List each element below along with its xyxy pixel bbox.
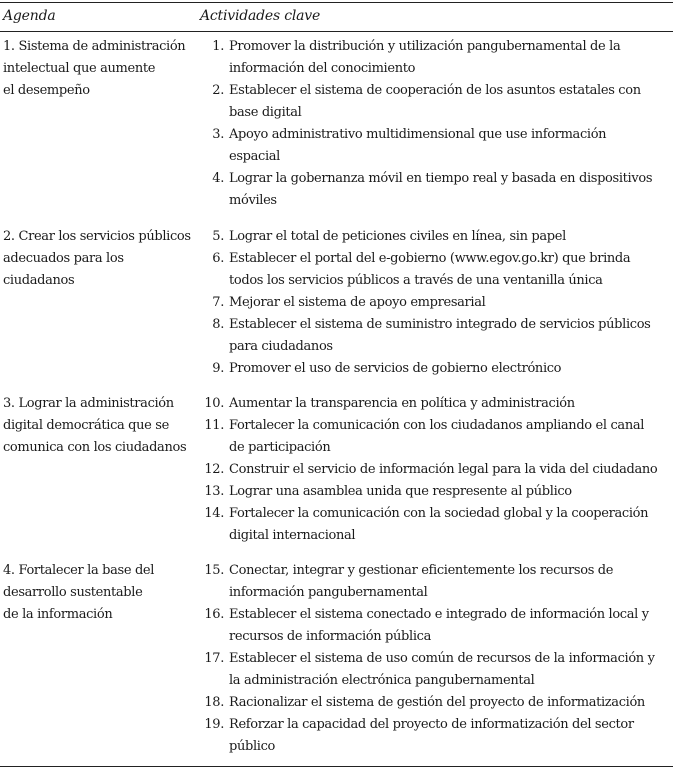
agenda-line: ciudadanos [3,273,75,288]
activity-number: 6. [212,251,224,266]
activity-number: 18. [204,695,224,710]
activity-number: 8. [212,317,224,332]
activity-text: Racionalizar el sistema de gestión del proyecto de informatización [229,695,645,710]
activity-number: 13. [204,484,224,499]
agenda-line: digital democrática que se [3,418,169,433]
activity-text: Establecer el portal del e-gobierno (www.egov.go.kr) que brinda todos los servicios públicos a través de una ventanilla única [229,251,631,288]
activity-number: 16. [204,607,224,622]
column-header-agenda: Agenda [3,8,56,24]
activity-number: 9. [212,361,224,376]
activity-number: 1. [212,39,224,54]
activity-text: Construir el servicio de información legal para la vida del ciudadano [229,462,658,477]
activity-item [200,560,670,604]
activity-item [200,459,670,481]
agenda-line: 1. Sistema de administración [3,39,186,54]
activity-item [200,226,670,248]
activity-number: 15. [204,563,224,578]
activity-item [200,168,670,212]
agenda-cell [3,393,193,459]
activity-item [200,124,670,168]
activity-number: 7. [212,295,224,310]
activity-text: Apoyo administrativo multidimensional que use información espacial [229,127,607,164]
activity-text: Aumentar la transparencia en política y administración [229,396,575,411]
activity-item [200,393,670,415]
activity-item [200,481,670,503]
agenda-cell [3,226,193,292]
agenda-line: desarrollo sustentable [3,585,143,600]
activity-item [200,648,670,692]
activity-text: Establecer el sistema de uso común de recursos de la información y la administración electrónica pangubernamental [229,651,655,688]
activity-number: 14. [204,506,224,521]
agenda-line: 3. Lograr la administración [3,396,174,411]
activity-number: 12. [204,462,224,477]
activity-text: Lograr la gobernanza móvil en tiempo real y basada en dispositivos móviles [229,171,653,208]
agenda-cell [3,560,193,626]
activity-number: 3. [212,127,224,142]
activity-item [200,80,670,124]
activity-number: 11. [204,418,224,433]
activities-cell [200,393,670,547]
activity-text: Mejorar el sistema de apoyo empresarial [229,295,486,310]
activity-item [200,358,670,380]
activities-cell [200,226,670,380]
activity-text: Establecer el sistema de suministro integrado de servicios públicos para ciudadanos [229,317,651,354]
activity-text: Fortalecer la comunicación con la sociedad global y la cooperación digital internacional [229,506,649,543]
column-header-activities: Actividades clave [200,8,321,24]
agenda-line: 2. Crear los servicios públicos [3,229,191,244]
table-top-rule [0,2,673,3]
table-bottom-rule [0,766,673,767]
activity-item [200,692,670,714]
activity-number: 4. [212,171,224,186]
activity-text: Reforzar la capacidad del proyecto de informatización del sector público [229,717,634,754]
activity-text: Promover la distribución y utilización pangubernamental de la información del conocimiento [229,39,621,76]
activity-number: 2. [212,83,224,98]
activity-number: 17. [204,651,224,666]
agenda-line: de la información [3,607,113,622]
activities-cell [200,36,670,212]
activity-item [200,292,670,314]
activities-cell [200,560,670,758]
activity-number: 19. [204,717,224,732]
activity-text: Establecer el sistema conectado e integrado de información local y recursos de información pública [229,607,649,644]
agenda-line: adecuados para los [3,251,124,266]
agenda-line: el desempeño [3,83,90,98]
agenda-line: 4. Fortalecer la base del [3,563,155,578]
activity-item [200,36,670,80]
agenda-line: comunica con los ciudadanos [3,440,187,455]
activity-item [200,714,670,758]
activity-text: Lograr una asamblea unida que respresente al público [229,484,572,499]
activity-text: Lograr el total de peticiones civiles en línea, sin papel [229,229,566,244]
activity-number: 10. [204,396,224,411]
activity-item [200,314,670,358]
activity-item [200,604,670,648]
activity-item [200,415,670,459]
activity-item [200,248,670,292]
table-header-rule [0,31,673,32]
activity-number: 5. [212,229,224,244]
activity-text: Conectar, integrar y gestionar eficientemente los recursos de información pangubernamental [229,563,614,600]
activity-text: Fortalecer la comunicación con los ciudadanos ampliando el canal de participación [229,418,645,455]
activity-item [200,503,670,547]
agenda-line: intelectual que aumente [3,61,156,76]
activity-text: Promover el uso de servicios de gobierno electrónico [229,361,562,376]
agenda-cell [3,36,193,102]
activity-text: Establecer el sistema de cooperación de los asuntos estatales con base digital [229,83,641,120]
